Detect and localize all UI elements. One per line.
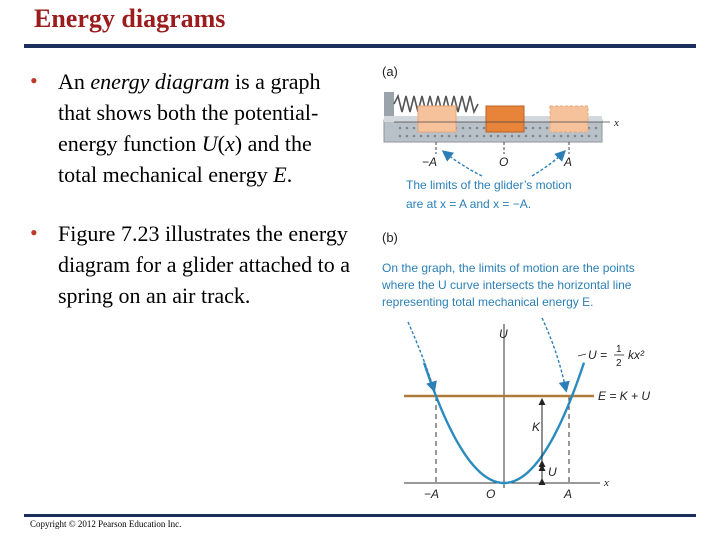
track-hole <box>476 135 479 138</box>
caption-a-arrow-right <box>532 152 564 176</box>
track-hole <box>560 135 563 138</box>
track-hole <box>427 135 430 138</box>
track-tick-label-neg: −A <box>422 155 438 169</box>
potential-label-leader <box>578 354 586 356</box>
footer-rule <box>24 514 696 517</box>
caption-a-arrow-left <box>444 152 482 176</box>
glider-ghost-left <box>418 106 456 132</box>
track-hole <box>420 135 423 138</box>
track-hole <box>504 135 507 138</box>
track-hole <box>574 135 577 138</box>
track-hole <box>588 135 591 138</box>
potential-label-num: 1 <box>616 344 622 355</box>
bullet-e-symbol: E <box>273 162 287 187</box>
k-label: K <box>532 420 541 434</box>
caption-a-line1: The limits of the glider’s motion <box>406 178 572 192</box>
track-hole <box>546 127 549 130</box>
graph-y-label: U <box>499 327 508 341</box>
track-hole <box>483 127 486 130</box>
caption-b-arrow-right <box>542 318 566 390</box>
track-hole <box>525 135 528 138</box>
track-hole <box>511 135 514 138</box>
track-hole <box>553 135 556 138</box>
track-hole <box>406 135 409 138</box>
track-hole <box>476 127 479 130</box>
track-hole <box>469 135 472 138</box>
track-hole <box>441 135 444 138</box>
track-hole <box>483 135 486 138</box>
track-hole <box>525 127 528 130</box>
track-hole <box>399 127 402 130</box>
bullet-text-pre: An <box>58 69 91 94</box>
track-hole <box>448 135 451 138</box>
slide-title: Energy diagrams <box>34 4 226 33</box>
title-rule <box>24 44 696 48</box>
track-hole <box>532 135 535 138</box>
caption-b-line3: representing total mechanical energy E. <box>382 295 594 309</box>
energy-figure <box>372 56 692 506</box>
bullet-u-open: ( <box>217 131 225 156</box>
copyright-notice: Copyright © 2012 Pearson Education Inc. <box>30 519 182 529</box>
graph-x-label: x <box>604 477 609 489</box>
track-hole <box>455 135 458 138</box>
track-hole <box>490 135 493 138</box>
track-hole <box>469 127 472 130</box>
track-hole <box>406 127 409 130</box>
track-hole <box>595 135 598 138</box>
bullet-u-close: ) <box>234 131 243 156</box>
bullet-list <box>30 66 350 311</box>
u-label: U <box>548 465 557 479</box>
track-hole <box>413 127 416 130</box>
track-hole <box>595 127 598 130</box>
glider <box>486 106 524 132</box>
track-hole <box>581 135 584 138</box>
bullet-text-post1: is a graph that shows both the potential-energy function <box>58 69 321 156</box>
track-tick-label-zero: O <box>499 155 509 169</box>
track-hole <box>532 127 535 130</box>
energy-label: E = K + U <box>598 389 651 403</box>
track-hole <box>518 135 521 138</box>
glider-ghost-right <box>550 106 588 132</box>
caption-b-line2: where the U curve intersects the horizontal line <box>382 278 632 292</box>
graph-tick-label-zero: O <box>486 487 496 501</box>
bullet-text-post2: and the total mechanical energy <box>58 131 312 187</box>
panel-a-label: (a) <box>382 64 398 79</box>
track-hole <box>434 135 437 138</box>
potential-label-rhs: kx² <box>628 348 644 362</box>
track-hole <box>462 135 465 138</box>
bullet-energy-diagram <box>30 66 350 190</box>
track-hole <box>567 135 570 138</box>
bullet-marker: • <box>30 220 38 245</box>
caption-a-line2: are at x = A and x = −A. <box>406 197 532 211</box>
track-hole <box>539 127 542 130</box>
bullet-u-var: x <box>225 131 235 156</box>
track-hole <box>546 135 549 138</box>
track-hole <box>413 135 416 138</box>
bullet-u-symbol: U <box>201 131 218 156</box>
track-tick-label-pos: A <box>564 155 573 169</box>
bullet-marker: • <box>30 68 38 93</box>
panel-b-label: (b) <box>382 230 398 245</box>
bullet-figure-reference <box>30 218 350 311</box>
track-axis-label: x <box>614 117 619 129</box>
track-hole <box>497 135 500 138</box>
potential-label-lhs: U = <box>588 348 608 362</box>
bullet-emphasis: energy diagram <box>90 69 230 94</box>
caption-b-line1: On the graph, the limits of motion are the points <box>382 261 635 275</box>
graph-tick-label-neg: −A <box>424 487 440 501</box>
track-hole <box>462 127 465 130</box>
bullet-text: Figure 7.23 illustrates the energy diagram for a glider attached to a spring on an air track. <box>58 221 350 308</box>
graph-tick-label-pos: A <box>564 487 573 501</box>
track-hole <box>539 135 542 138</box>
potential-label-den: 2 <box>616 358 622 369</box>
caption-b-arrow-left <box>408 322 434 390</box>
bullet-text-end: . <box>286 162 293 187</box>
track-hole <box>399 135 402 138</box>
